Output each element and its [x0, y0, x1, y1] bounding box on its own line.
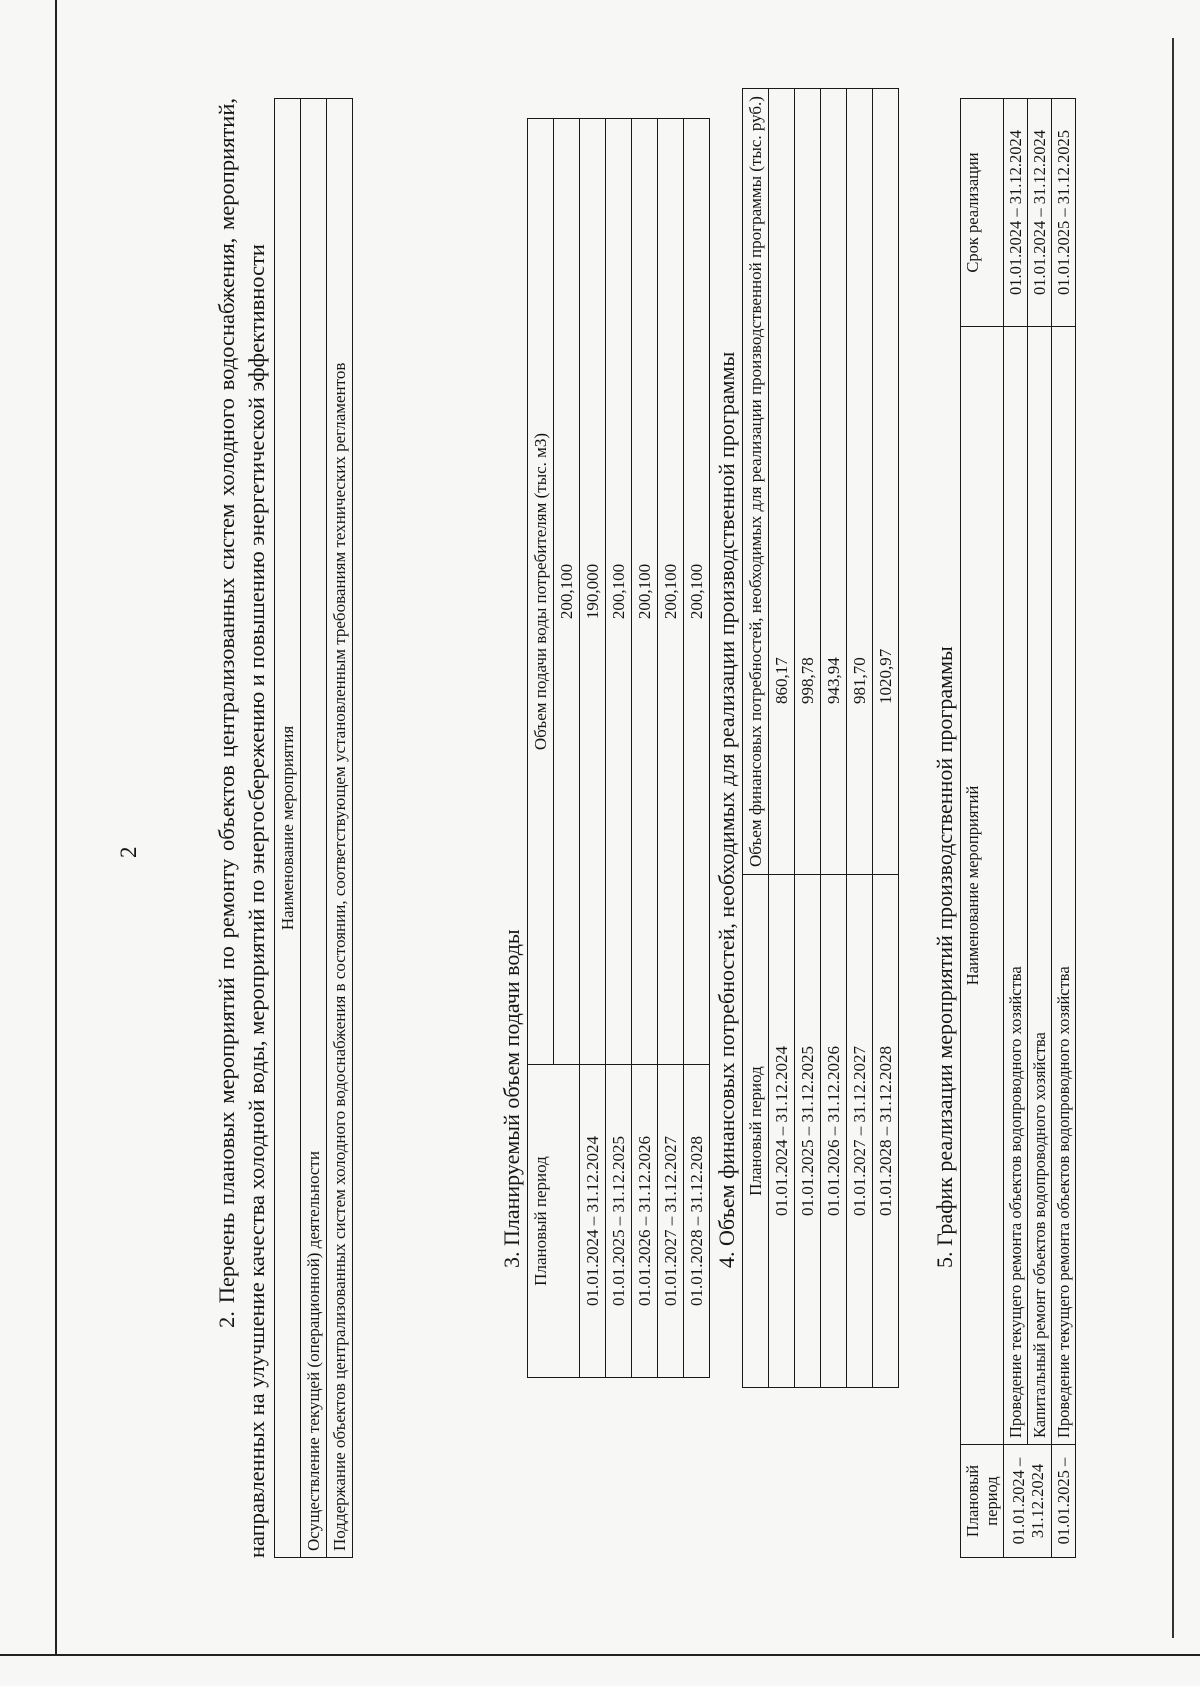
table-cell: 200,100 — [684, 119, 710, 1065]
column-header: Объем финансовых потребностей, необходимых для реализации производственной программы (тыс. руб.) — [743, 89, 769, 875]
table-cell: 01.01.2027 – 31.12.2027 — [847, 875, 873, 1388]
table-row — [769, 89, 795, 1388]
schedule-table — [960, 98, 1076, 1558]
column-header: Плановый период — [528, 1065, 580, 1378]
section-3 — [497, 98, 710, 1558]
section-2 — [212, 98, 353, 1558]
table-cell: Проведение текущего ремонта объектов водопроводного хозяйства — [1004, 327, 1028, 1445]
table-row — [301, 99, 327, 1558]
table-cell: 01.01.2028 – 31.12.2028 — [684, 1065, 710, 1378]
column-header: Плановый период — [743, 875, 769, 1388]
section-5-heading: 5. График реализации мероприятий производственной программы — [932, 646, 957, 1268]
table-cell: 943,94 — [821, 89, 847, 875]
table-cell: 01.01.2028 – 31.12.2028 — [873, 875, 899, 1388]
scan-edge-right — [1172, 38, 1174, 1638]
table-cell: 01.01.2024 – 31.12.2024 — [1004, 99, 1028, 327]
table-cell: 01.01.2025 – 31.12.2025 — [795, 875, 821, 1388]
table-cell: 01.01.2026 – 31.12.2026 — [632, 1065, 658, 1378]
table-cell: 01.01.2024 – 31.12.2024 — [1004, 1445, 1052, 1558]
table-row — [632, 119, 658, 1378]
table-header-row — [275, 99, 301, 1558]
water-volume-table — [527, 118, 710, 1378]
table-cell: Проведение текущего ремонта объектов водопроводного хозяйства — [1052, 327, 1076, 1445]
table-row — [658, 119, 684, 1378]
table-cell: 998,78 — [795, 89, 821, 875]
table-cell: 1020,97 — [873, 89, 899, 875]
table-row — [873, 89, 899, 1388]
table-cell: 01.01.2025 – — [1052, 1445, 1076, 1558]
table-cell: Осуществление текущей (операционной) деятельности — [301, 99, 327, 1558]
table-cell: 981,70 — [847, 89, 873, 875]
column-header: Объем подачи воды потребителям (тыс. м3) — [528, 119, 554, 1065]
table-cell: 01.01.2027 – 31.12.2027 — [658, 1065, 684, 1378]
table-cell: Поддержание объектов централизованных систем холодного водоснабжения в состоянии, соответствующем установленным требованиям технических регламентов — [327, 99, 353, 1558]
table-header-row — [961, 99, 1004, 1558]
table-cell: 190,000 — [580, 119, 606, 1065]
page-number: 2 — [116, 846, 141, 858]
column-header: Наименование мероприятий — [961, 327, 1004, 1445]
table-cell: 01.01.2025 – 31.12.2025 — [606, 1065, 632, 1378]
table-cell: 01.01.2025 – 31.12.2025 — [1052, 99, 1076, 327]
section-5 — [930, 98, 1076, 1558]
table-row — [684, 119, 710, 1378]
scan-edge-bottom — [0, 1654, 1200, 1656]
table-cell: 200,100 — [606, 119, 632, 1065]
section-3-heading: 3. Планируемый объем подачи воды — [499, 929, 524, 1268]
section-4-heading: 4. Объем финансовых потребностей, необходимых для реализации производственной программы — [714, 351, 739, 1268]
table-row — [795, 89, 821, 1388]
financial-needs-table — [742, 88, 899, 1388]
table-cell: 01.01.2026 – 31.12.2026 — [821, 875, 847, 1388]
scanned-page — [32, 8, 1172, 1648]
table-cell: Капитальный ремонт объектов водопроводного хозяйства — [1028, 327, 1052, 1445]
rotated-sheet — [112, 98, 1092, 1558]
table-row — [847, 89, 873, 1388]
table-row — [1052, 99, 1076, 1558]
table-row — [580, 119, 606, 1378]
table-cell: 200,100 — [658, 119, 684, 1065]
column-header: Наименование мероприятия — [275, 99, 301, 1558]
table-header-row — [743, 89, 769, 1388]
table-row — [327, 99, 353, 1558]
table-row — [821, 89, 847, 1388]
measures-table — [274, 98, 353, 1558]
section-2-heading: 2. Перечень плановых мероприятий по ремонту объектов централизованных систем холодного водоснабжения, мероприятий, направленных на улучшение качества холодной воды, мероприятий по энергосбережению и повышению энергетической эффективности — [214, 98, 269, 1558]
table-cell: 01.01.2024 – 31.12.2024 — [769, 875, 795, 1388]
table-cell: 01.01.2024 – 31.12.2024 — [1028, 99, 1052, 327]
table-cell: 01.01.2024 – 31.12.2024 — [580, 1065, 606, 1378]
table-cell: 860,17 — [769, 89, 795, 875]
column-header: Плановый период — [961, 1445, 1004, 1558]
table-cell: 200,100 — [554, 119, 580, 1065]
table-row — [1004, 99, 1028, 1558]
table-row — [1028, 99, 1052, 1558]
section-4 — [712, 98, 899, 1558]
table-header-row — [528, 119, 554, 1378]
table-cell: 200,100 — [632, 119, 658, 1065]
table-row — [606, 119, 632, 1378]
column-header: Срок реализации — [961, 99, 1004, 327]
